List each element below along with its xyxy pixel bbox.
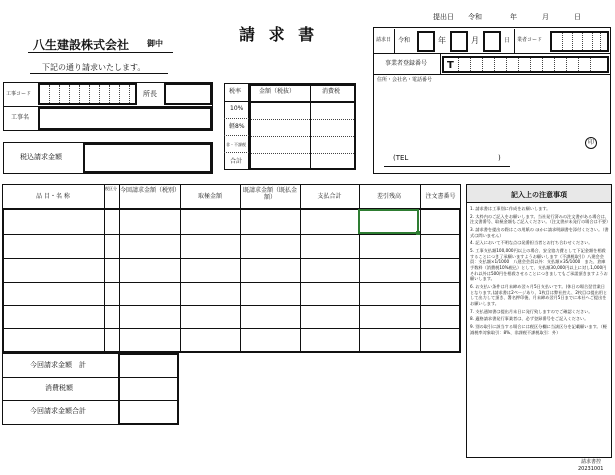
col-agreed-amount: 取極金額 xyxy=(197,193,222,200)
intro-text: 下記の通り請求いたします。 xyxy=(42,63,146,72)
tel-label: (TEL xyxy=(393,154,409,162)
company-name: 八生建設株式会社 xyxy=(33,38,130,52)
total-label: 税込請求金額 xyxy=(20,153,62,161)
registration-prefix: T xyxy=(447,60,454,71)
tel-close: ) xyxy=(498,154,501,162)
col-tax-category: 税区分 xyxy=(105,186,117,191)
vendor-date-label: 請求日 xyxy=(376,37,392,43)
col-order-number: 注文書番号 xyxy=(425,193,456,200)
issue-month-label: 月 xyxy=(542,13,549,21)
registration-input[interactable] xyxy=(442,56,609,73)
note-item: 3. 請求書を提出の際はこの用紙の ほかに請求明細書を添付ください。（書式は問いません） xyxy=(470,227,609,238)
document-title: 請 求 書 xyxy=(239,25,319,44)
vendor-month-input[interactable] xyxy=(450,31,468,52)
vendor-day-input[interactable] xyxy=(483,31,501,52)
address-input[interactable] xyxy=(378,78,608,172)
col-balance: 差引残高 xyxy=(376,193,401,200)
selected-cell[interactable] xyxy=(358,209,419,234)
note-item: 4. 記入において不明な点は発番担当者とお打ち合わせください。 xyxy=(470,240,593,246)
intro-underline xyxy=(30,73,168,74)
tax-header-tax: 消費税 xyxy=(322,88,341,95)
issue-era: 令和 xyxy=(468,13,482,21)
project-code-input[interactable] xyxy=(38,83,137,105)
notes-title: 記入上の注意事項 xyxy=(511,191,567,199)
note-item: 1. 請求書は工事別に作成をお願いします。 xyxy=(470,206,551,211)
tax-header-rate: 税率 xyxy=(229,88,242,95)
issue-year-label: 年 xyxy=(510,13,517,21)
note-item: 6. お支払い条件は月末締め翌々月5日支払いです。(休日の場合翌営業日となります。)請求書は2ページあり、1枚目は弊社控え、2枚目は提出用として出力して頂き、署名押印後、月末締め翌月5日までに本社へご提出をお願いします。 xyxy=(470,284,608,307)
tax-row-8: 軽8% xyxy=(229,123,245,130)
totals-tax-label: 消費税額 xyxy=(45,384,73,392)
address-label: 住所・会社名・電話番号 xyxy=(377,77,433,83)
notes-panel xyxy=(466,184,612,458)
note-item: 7. 支払通知書は提出月末日に発行致しますのでご確認ください。 xyxy=(470,308,593,314)
office-label: 所長 xyxy=(143,90,157,98)
note-item: 9. 別の取引に該当する場合には税区分欄に当該区分を記載願います。（軽減税率対象取引：8%、非課税不課税取引：外） xyxy=(470,324,607,335)
tax-header-amount: 金額（税抜） xyxy=(259,88,296,95)
table-row[interactable] xyxy=(4,210,102,232)
col-current-amount: 今回請求金額（税別） xyxy=(120,187,181,194)
totals-grand-label: 今回請求金額合計 xyxy=(30,407,86,415)
registration-label: 事業者登録番号 xyxy=(385,60,428,67)
tax-row-total: 合計 xyxy=(230,158,243,165)
col-payment-total: 支払合計 xyxy=(317,193,342,200)
footer-form-name: 請求書控 xyxy=(581,459,602,465)
footer-form-version: 20231001 xyxy=(578,466,604,472)
totals-input[interactable] xyxy=(118,353,179,425)
issue-day-label: 日 xyxy=(574,13,581,21)
seal-mark: 印 xyxy=(585,137,597,149)
note-item: 5. 工事支払額100,000円以上の場合、安全協力費として下記金額を相殺することにつき了承願いますようお願いします（不課税取引）八建会会員：支払額×1/1000 八建会会員以外：支払額×35/1000 また、倉庫手数料（消費税10%税込）として、支払額30,000円以上に対し1,000円 それ以外は500円を相殺させることにつきましてもご承諾頂きますようお願いします。 xyxy=(470,248,611,282)
project-name-label: 工事名 xyxy=(11,114,30,121)
fill-handle[interactable] xyxy=(416,231,420,235)
vendor-day-label: 日 xyxy=(504,37,511,44)
tax-row-10: 10% xyxy=(230,105,244,112)
vendor-era: 令和 xyxy=(398,37,411,44)
honorific: 御中 xyxy=(147,39,163,48)
tax-row-exempt: 非・不課税 xyxy=(226,142,246,147)
note-item: 2. 太枠内のご記入をお願いします。当社発行済みの注文書がある場合は、注文書番号、取極金額もご記入ください。（注文書が未発行の場合は不要） xyxy=(470,213,611,225)
vendor-month-label: 月 xyxy=(471,36,479,45)
note-item: 8. 適格請求書発行事業者は、必ず登録番号をご記入ください。 xyxy=(470,316,589,322)
vendor-code-label: 業者コード xyxy=(517,37,543,43)
issue-date-label: 提出日 xyxy=(433,13,454,21)
project-name-input[interactable] xyxy=(38,107,212,130)
project-code-label: 工事コード xyxy=(6,91,32,97)
office-input[interactable] xyxy=(164,83,212,105)
vendor-code-input[interactable] xyxy=(550,31,609,52)
totals-current-label: 今回請求金額 計 xyxy=(30,361,86,369)
vendor-year-input[interactable] xyxy=(417,31,435,52)
tax-input-area[interactable] xyxy=(249,84,356,170)
totals-block xyxy=(2,353,179,425)
col-previous-amount: 既請求金額（既払金額） xyxy=(242,187,297,202)
vendor-year-label: 年 xyxy=(438,36,446,45)
total-amount-input[interactable] xyxy=(83,143,212,173)
company-underline xyxy=(28,52,173,53)
col-item-name: 品 目・名 称 xyxy=(36,193,70,200)
